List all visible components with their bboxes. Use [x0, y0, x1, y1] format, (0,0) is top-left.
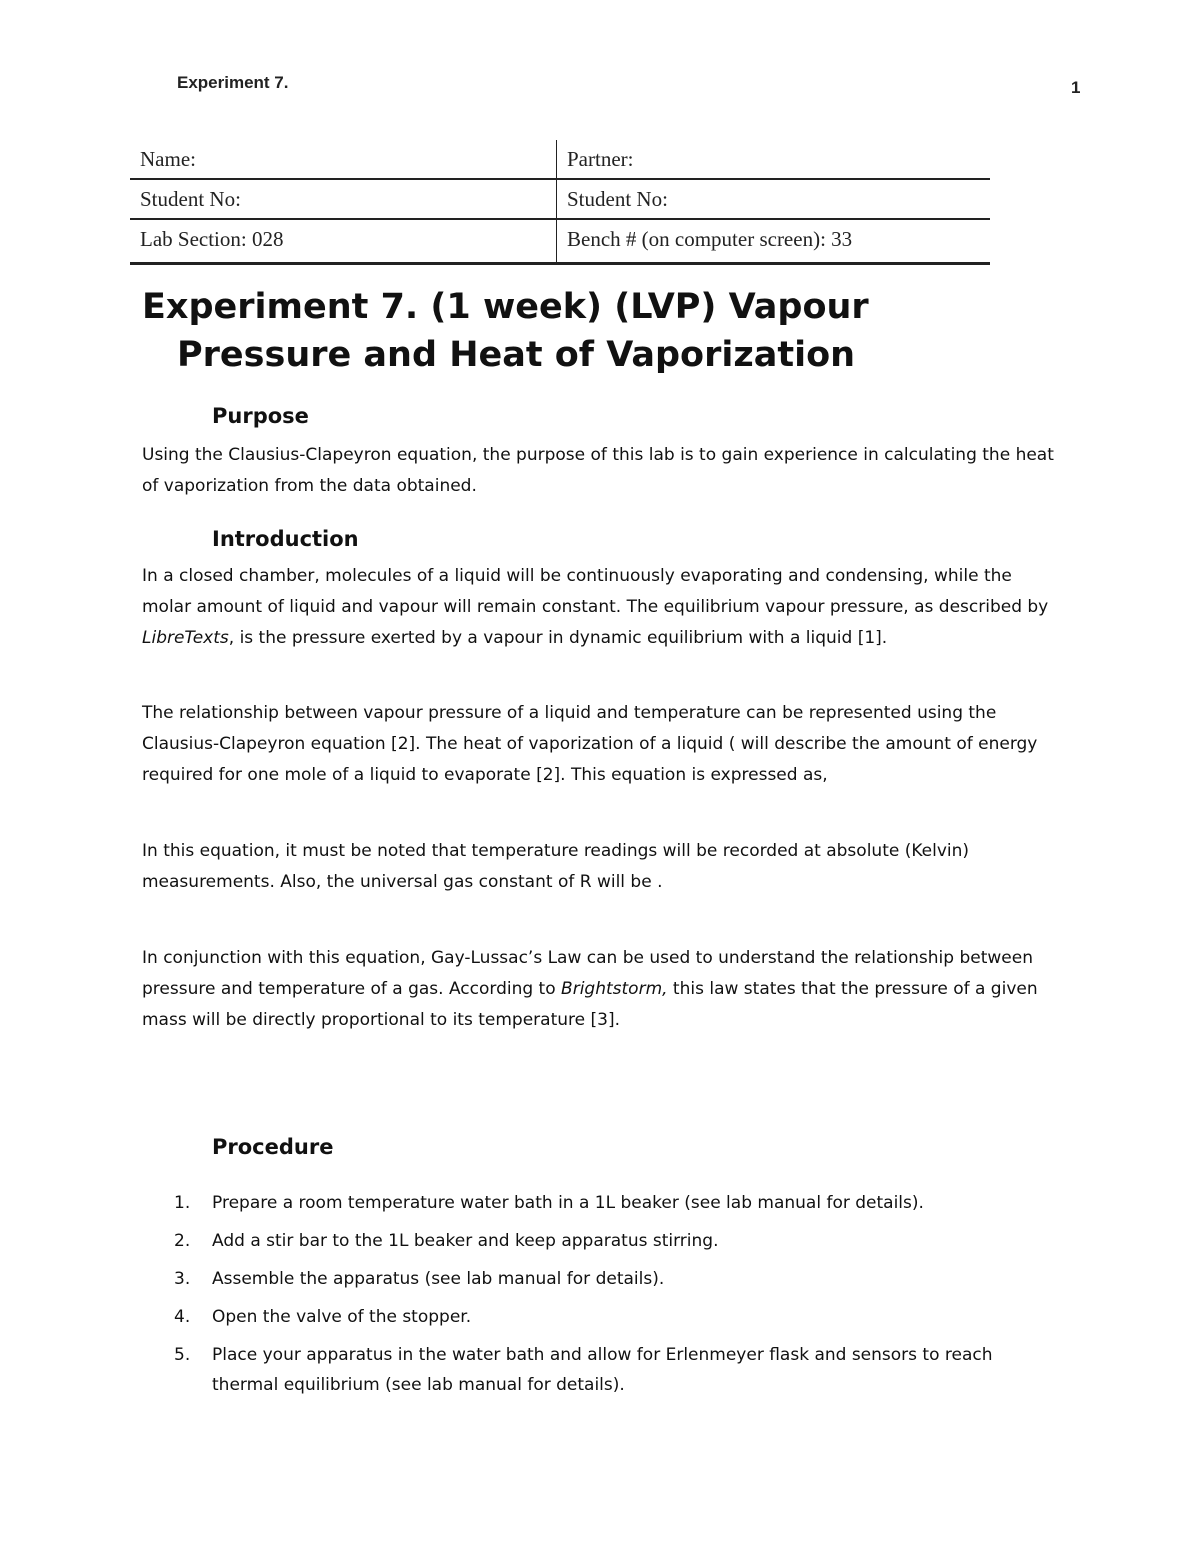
- procedure-heading: Procedure: [212, 1135, 334, 1159]
- purpose-paragraph: Using the Clausius-Clapeyron equation, the purpose of this lab is to gain experience in calculating the heat of vaporization from the data obtained.: [142, 445, 1054, 496]
- lab-section-cell: Lab Section: 028: [130, 219, 557, 264]
- step-text: Place your apparatus in the water bath and allow for Erlenmeyer flask and sensors to reach thermal equilibrium (see lab manual for details).: [212, 1345, 993, 1395]
- intro-p4-text-after: this law states that the pressure of a given mass will be directly proportional to its temperature [3].: [142, 979, 1038, 1030]
- step-text: Add a stir bar to the 1L beaker and keep apparatus stirring.: [212, 1231, 719, 1251]
- purpose-heading: Purpose: [212, 404, 309, 428]
- list-item: [142, 1188, 1042, 1218]
- partner-student-no-cell: Student No:: [557, 179, 991, 219]
- procedure-list: [142, 1188, 1042, 1408]
- step-number: 5.: [174, 1345, 191, 1365]
- student-info-table: [130, 140, 990, 265]
- partner-cell: Partner:: [557, 140, 991, 179]
- step-number: 1.: [174, 1193, 191, 1213]
- step-number: 2.: [174, 1231, 191, 1251]
- intro-p1-text-after: , is the pressure exerted by a vapour in dynamic equilibrium with a liquid [1].: [228, 628, 888, 648]
- introduction-paragraph-3: In this equation, it must be noted that temperature readings will be recorded at absolute (Kelvin) measurements. Also, the universal gas constant of R will be .: [142, 841, 970, 892]
- list-item: [142, 1226, 1042, 1256]
- document-title: [142, 283, 1042, 379]
- introduction-heading: Introduction: [212, 527, 359, 551]
- title-line-1: Experiment 7. (1 week) (LVP) Vapour: [142, 287, 869, 327]
- header-title: Experiment 7.: [177, 73, 289, 92]
- introduction-paragraph-1: [142, 561, 1062, 654]
- list-item: [142, 1340, 1042, 1400]
- title-line-2: Pressure and Heat of Vaporization: [177, 335, 856, 375]
- bench-cell: Bench # (on computer screen): 33: [557, 219, 991, 264]
- step-text: Open the valve of the stopper.: [212, 1307, 472, 1327]
- table-row: [130, 140, 990, 179]
- name-cell: Name:: [130, 140, 557, 179]
- step-text: Assemble the apparatus (see lab manual for details).: [212, 1269, 665, 1289]
- table-row: [130, 179, 990, 219]
- step-text: Prepare a room temperature water bath in a 1L beaker (see lab manual for details).: [212, 1193, 924, 1213]
- introduction-paragraph-2: The relationship between vapour pressure of a liquid and temperature can be represented using the Clausius-Clapeyron equation [2]. The heat of vaporization of a liquid ( will describe the amount of energy required for one mole of a liquid to evaporate [2]. This equation is expressed as,: [142, 703, 1038, 785]
- intro-p1-text-before: In a closed chamber, molecules of a liquid will be continuously evaporating and condensing, while the molar amount of liquid and vapour will remain constant. The equilibrium vapour pressure, as described by: [142, 566, 1049, 617]
- list-item: [142, 1264, 1042, 1294]
- table-row: [130, 219, 990, 264]
- step-number: 4.: [174, 1307, 191, 1327]
- introduction-paragraph-4: [142, 943, 1062, 1036]
- intro-p4-text-before: In conjunction with this equation, Gay-Lussac’s Law can be used to understand the relationship between pressure and temperature of a gas. According to: [142, 948, 1033, 999]
- student-no-cell: Student No:: [130, 179, 557, 219]
- intro-p4-source: Brightstorm,: [561, 979, 668, 999]
- list-item: [142, 1302, 1042, 1332]
- page-number: 1: [1071, 78, 1081, 97]
- intro-p1-source: LibreTexts: [142, 628, 229, 648]
- step-number: 3.: [174, 1269, 191, 1289]
